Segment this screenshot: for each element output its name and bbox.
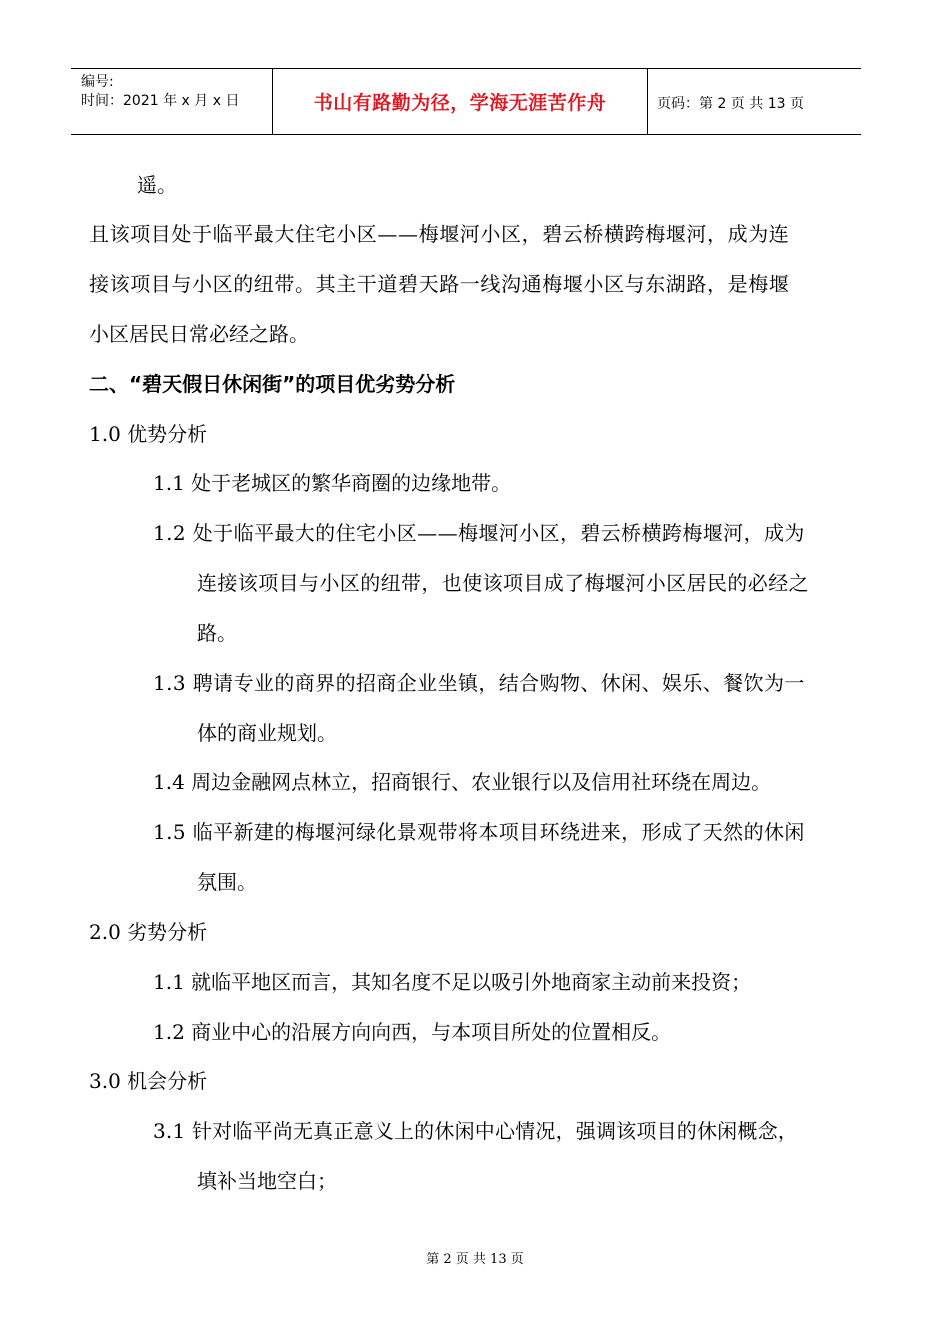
list-item: 1.4 周边金融网点林立，招商银行、农业银行以及信用社环绕在周边。 xyxy=(153,770,772,794)
list-item: 1.2 处于临平最大的住宅小区——梅堰河小区，碧云桥横跨梅堰河，成为 xyxy=(153,521,805,545)
paragraph-line: 遥。 xyxy=(137,173,177,197)
list-item: 1.2 商业中心的沿展方向向西，与本项目所处的位置相反。 xyxy=(153,1020,672,1044)
list-item-continuation: 连接该项目与小区的纽带，也使该项目成了梅堰河小区居民的必经之 xyxy=(197,571,809,595)
paragraph-line: 接该项目与小区的纽带。其主干道碧天路一线沟通梅堰小区与东湖路，是梅堰 xyxy=(89,272,790,296)
header-meta xyxy=(71,69,272,134)
list-item-continuation: 氛围。 xyxy=(197,870,257,894)
header-page-info: 页码：第 2 页 共 13 页 xyxy=(657,96,804,112)
document-date: 时间：2021 年 x 月 x 日 xyxy=(81,93,240,109)
header-divider xyxy=(647,69,648,134)
document-code-label: 编号: xyxy=(81,74,114,90)
subsection-heading: 3.0 机会分析 xyxy=(89,1069,208,1093)
list-item-continuation: 路。 xyxy=(197,621,237,645)
page-footer: 第 2 页 共 13 页 xyxy=(426,1252,524,1267)
paragraph-line: 且该项目处于临平最大住宅小区——梅堰河小区，碧云桥横跨梅堰河，成为连 xyxy=(89,222,790,246)
list-item: 1.3 聘请专业的商界的招商企业坐镇，结合购物、休闲、娱乐、餐饮为一 xyxy=(153,671,805,695)
subsection-heading: 1.0 优势分析 xyxy=(89,422,208,446)
list-item: 1.1 处于老城区的繁华商圈的边缘地带。 xyxy=(153,471,512,495)
list-item-continuation: 体的商业规划。 xyxy=(197,721,337,745)
list-item: 1.5 临平新建的梅堰河绿化景观带将本项目环绕进来，形成了天然的休闲 xyxy=(153,820,805,844)
section-heading: 二、“碧天假日休闲街”的项目优劣势分析 xyxy=(89,372,456,396)
header-motto: 书山有路勤为径，学海无涯苦作舟 xyxy=(313,92,607,114)
subsection-heading: 2.0 劣势分析 xyxy=(89,920,208,944)
paragraph-line: 小区居民日常必经之路。 xyxy=(89,322,309,346)
page-header xyxy=(71,68,861,135)
list-item-continuation: 填补当地空白； xyxy=(197,1169,337,1193)
list-item: 3.1 针对临平尚无真正意义上的休闲中心情况，强调该项目的休闲概念， xyxy=(153,1119,798,1143)
list-item: 1.1 就临平地区而言，其知名度不足以吸引外地商家主动前来投资； xyxy=(153,970,752,994)
